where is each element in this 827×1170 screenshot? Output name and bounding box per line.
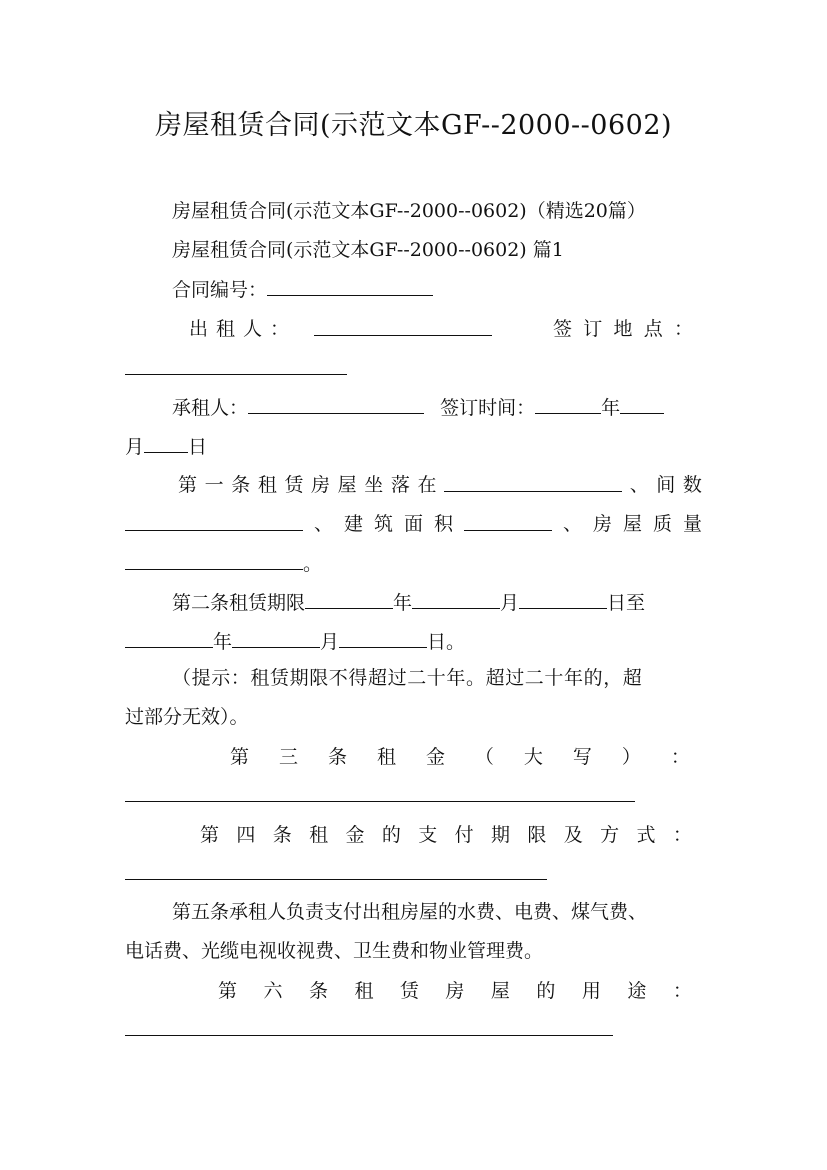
end-month-blank[interactable] — [232, 628, 320, 648]
article-6-char: 租 — [354, 980, 374, 1002]
article-1-end: 。 — [303, 553, 323, 575]
article-6-char: 的 — [536, 980, 556, 1002]
intro-line: 房屋租赁合同(示范文本GF--2000--0602)（精选20篇） — [172, 200, 646, 222]
sign-place-blank[interactable] — [125, 374, 347, 375]
article-6-char: 第 — [218, 980, 238, 1002]
lessor-char: 人 — [242, 318, 262, 340]
article-1-line-2 — [125, 511, 702, 537]
article-1-char: 落 — [390, 474, 410, 496]
end-day-blank[interactable] — [339, 628, 427, 648]
article-2-line-2 — [125, 628, 465, 655]
article-3-char: ： — [670, 746, 690, 768]
article-3-char: 条 — [327, 746, 347, 768]
lessor-char: 出 — [189, 318, 209, 340]
article-6-char: 房 — [445, 980, 465, 1002]
article-1-char: 房 — [311, 474, 331, 496]
article-1-char: 赁 — [284, 474, 304, 496]
usage-blank[interactable] — [125, 1035, 613, 1036]
article-6-char: 六 — [263, 980, 283, 1002]
article-3-char: 写 — [572, 746, 592, 768]
article-3-char: 大 — [523, 746, 543, 768]
lessor-char: ： — [269, 318, 289, 340]
article-2-line-1 — [172, 589, 645, 616]
payment-terms-blank[interactable] — [125, 879, 547, 880]
article-1-char: 量 — [682, 513, 702, 535]
month-char: 月 — [320, 631, 340, 653]
start-day-blank[interactable] — [519, 589, 607, 609]
article-4-char: ： — [672, 824, 692, 846]
lessee-row — [172, 394, 664, 421]
article-1-line-3 — [125, 550, 322, 577]
sign-time-label: 签订时间： — [440, 397, 536, 419]
article-6-char: ： — [672, 980, 692, 1002]
sign-time-row-2 — [125, 433, 207, 460]
month-char: 月 — [125, 436, 145, 458]
article-1-sep: 、 — [562, 513, 582, 535]
document-title: 房屋租赁合同(示范文本GF--2000--0602) — [154, 110, 673, 141]
month-char: 月 — [500, 592, 520, 614]
start-month-blank[interactable] — [412, 589, 500, 609]
article-4-char: 及 — [563, 824, 583, 846]
lessor-blank[interactable] — [314, 335, 492, 336]
article-2-label: 第二条租赁期限 — [172, 592, 306, 614]
article-4-char: 式 — [636, 824, 656, 846]
section-heading: 房屋租赁合同(示范文本GF--2000--0602) 篇1 — [172, 239, 564, 261]
sign-day-blank[interactable] — [144, 433, 188, 453]
article-1-char: 屋 — [622, 513, 642, 535]
article-4-char: 四 — [236, 824, 256, 846]
location-blank[interactable] — [444, 472, 622, 492]
lessor-char: 租 — [215, 318, 235, 340]
article-4-char: 金 — [345, 824, 365, 846]
article-1-char: 建 — [343, 513, 363, 535]
quality-blank[interactable] — [125, 550, 303, 570]
article-5-line-1: 第五条承租人负责支付出租房屋的水费、电费、煤气费、 — [172, 901, 648, 923]
article-4-char: 支 — [418, 824, 438, 846]
article-1-char: 屋 — [337, 474, 357, 496]
area-blank[interactable] — [464, 511, 552, 531]
article-1-char: 质 — [652, 513, 672, 535]
day-char: 日 — [188, 436, 208, 458]
start-year-blank[interactable] — [305, 589, 393, 609]
sign-place-char: 签 — [553, 318, 573, 340]
article-2-end: 日。 — [427, 631, 466, 653]
lessee-blank[interactable] — [248, 394, 424, 414]
contract-number-label: 合同编号： — [172, 279, 268, 301]
lessor-label — [189, 316, 289, 342]
article-6-char: 屋 — [490, 980, 510, 1002]
article-1-char: 间 — [656, 474, 676, 496]
rooms-blank[interactable] — [125, 511, 303, 531]
article-4-char: 条 — [272, 824, 292, 846]
article-4-char: 第 — [200, 824, 220, 846]
article-1-char: 筑 — [373, 513, 393, 535]
article-3-char: 租 — [376, 746, 396, 768]
sign-place-char: 点 — [643, 318, 663, 340]
article-1-char: 第 — [178, 474, 198, 496]
article-1-char: 条 — [231, 474, 251, 496]
article-6-char: 途 — [627, 980, 647, 1002]
contract-number-row — [172, 276, 433, 303]
article-1-char: 数 — [682, 474, 702, 496]
article-4-char: 租 — [309, 824, 329, 846]
article-6-label — [218, 978, 692, 1004]
year-char: 年 — [213, 631, 233, 653]
year-char: 年 — [393, 592, 413, 614]
article-5-line-2: 电话费、光缆电视收视费、卫生费和物业管理费。 — [125, 940, 544, 962]
contract-number-blank[interactable] — [267, 276, 433, 296]
note-line-2: 过部分无效）。 — [125, 706, 249, 728]
article-1-char: 积 — [433, 513, 453, 535]
rent-amount-blank[interactable] — [125, 801, 635, 802]
article-4-char: 付 — [454, 824, 474, 846]
article-1-char: 租 — [257, 474, 277, 496]
sign-place-label — [553, 316, 693, 342]
article-1-char: 一 — [204, 474, 224, 496]
article-6-char: 条 — [308, 980, 328, 1002]
lessee-label: 承租人： — [172, 397, 249, 419]
article-3-char: ） — [621, 746, 641, 768]
article-3-char: 第 — [230, 746, 250, 768]
article-1-char: 坐 — [364, 474, 384, 496]
article-2-to: 日至 — [607, 592, 646, 614]
article-1-line-1 — [178, 472, 702, 498]
sign-place-char: ： — [673, 318, 693, 340]
article-4-char: 的 — [381, 824, 401, 846]
article-1-sep: 、 — [313, 513, 333, 535]
article-3-label — [230, 744, 690, 770]
article-3-char: 金 — [425, 746, 445, 768]
article-6-char: 用 — [581, 980, 601, 1002]
end-year-blank[interactable] — [125, 628, 213, 648]
article-4-char: 方 — [600, 824, 620, 846]
sign-place-char: 订 — [583, 318, 603, 340]
article-4-char: 限 — [527, 824, 547, 846]
article-6-char: 赁 — [399, 980, 419, 1002]
article-1-char: 面 — [403, 513, 423, 535]
article-1-char: 房 — [592, 513, 612, 535]
article-4-label — [200, 822, 692, 848]
article-1-sep: 、 — [629, 474, 649, 496]
sign-month-blank[interactable] — [620, 394, 664, 414]
sign-year-blank[interactable] — [535, 394, 601, 414]
article-3-char: （ — [474, 746, 494, 768]
sign-place-char: 地 — [613, 318, 633, 340]
article-4-char: 期 — [491, 824, 511, 846]
article-1-char: 在 — [417, 474, 437, 496]
year-char: 年 — [601, 397, 621, 419]
note-line-1: （提示：租赁期限不得超过二十年。超过二十年的，超 — [172, 667, 643, 689]
article-3-char: 三 — [278, 746, 298, 768]
